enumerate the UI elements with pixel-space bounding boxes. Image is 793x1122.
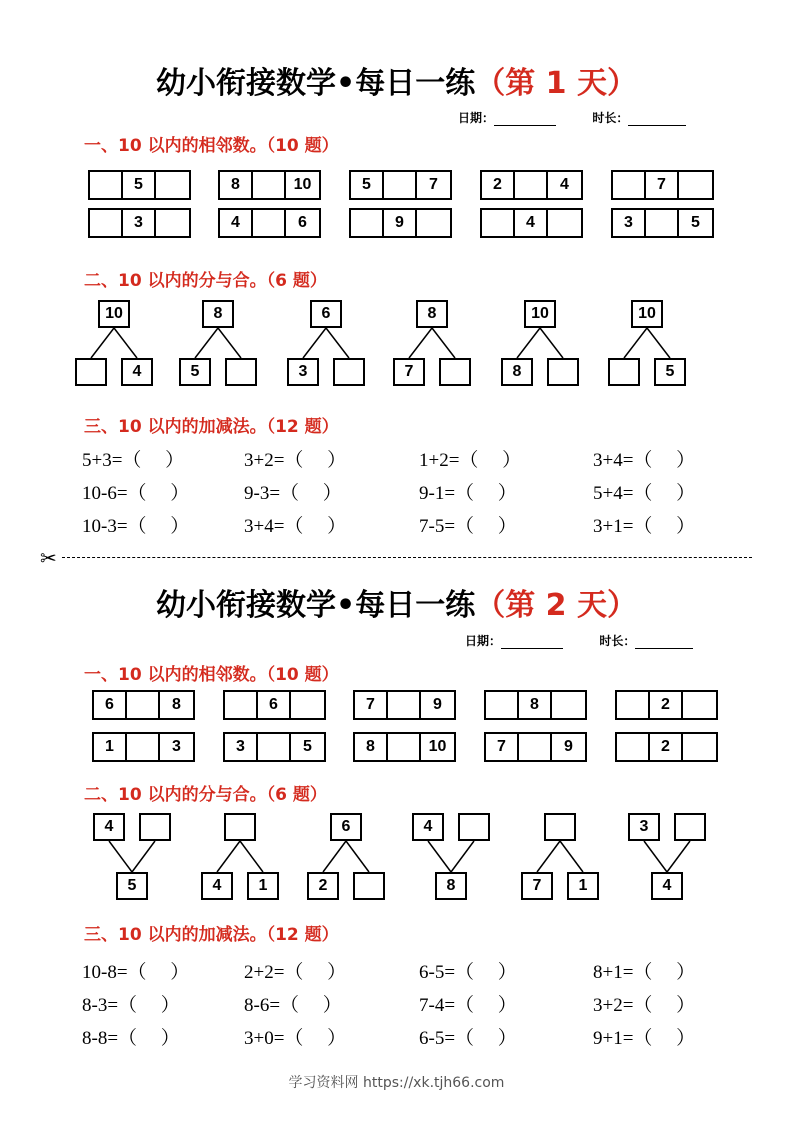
neighbor-number-triple [92,732,195,762]
number-cell[interactable] [388,692,421,718]
day2-section1-heading: 一、10 以内的相邻数。（10 题） [84,665,339,685]
equation[interactable]: 3+0=（ ） [244,1028,347,1049]
number-box[interactable]: 3 [287,358,319,386]
number-cell[interactable]: 2 [650,734,683,760]
connector-line [409,328,432,358]
number-cell[interactable] [679,172,712,198]
number-box[interactable] [544,813,576,841]
duration-label: 时长： [592,111,629,125]
duration-label: 时长： [599,634,636,648]
equation[interactable]: 10-3=（ ） [82,516,190,537]
neighbor-number-triple [353,690,456,720]
number-cell[interactable] [351,210,384,236]
number-cell[interactable]: 4 [560,176,569,193]
number-cell[interactable]: 7 [486,734,519,760]
number-cell[interactable] [417,210,450,236]
number-cell[interactable] [156,172,189,198]
neighbor-number-triple [218,208,321,238]
equation[interactable]: 8-3=（ ） [82,995,180,1016]
connector-line [346,841,369,872]
number-cell[interactable] [515,172,548,198]
day1-section2-heading: 二、10 以内的分与合。（6 题） [84,271,327,291]
number-box[interactable]: 10 [524,300,556,328]
neighbor-number-triple [480,208,583,238]
equation[interactable]: 7-5=（ ） [419,516,517,537]
connector-line [537,841,560,872]
number-box[interactable] [458,813,490,841]
connector-line [218,328,241,358]
number-cell[interactable]: 2 [482,172,515,198]
number-cell[interactable] [617,734,650,760]
equation[interactable]: 9-3=（ ） [244,483,342,504]
number-cell[interactable] [388,734,421,760]
number-cell[interactable] [90,172,123,198]
day2-title-main: 幼小衔接数学•每日一练 [156,588,476,623]
neighbor-number-triple [349,170,452,200]
equation[interactable]: 8+1=（ ） [593,962,696,983]
connector-line [109,841,132,872]
neighbor-number-triple [92,690,195,720]
neighbor-number-triple [218,170,321,200]
date-label: 日期： [465,634,502,648]
number-box[interactable]: 8 [501,358,533,386]
number-cell[interactable]: 5 [691,214,700,231]
day1-title-main: 幼小衔接数学•每日一练 [156,66,476,101]
connector-line [303,328,326,358]
connector-line [195,328,218,358]
number-cell[interactable]: 8 [172,696,181,713]
number-cell[interactable] [253,210,286,236]
equation[interactable]: 8-8=（ ） [82,1028,180,1049]
number-cell[interactable] [291,692,324,718]
number-cell[interactable]: 5 [351,172,384,198]
connector-line [647,328,670,358]
number-box[interactable]: 5 [116,872,148,900]
equation[interactable]: 5+4=（ ） [593,483,696,504]
neighbor-number-triple [615,690,718,720]
connector-line [428,841,451,872]
neighbor-number-triple [223,690,326,720]
date-line[interactable] [501,636,563,649]
number-box[interactable]: 5 [654,358,686,386]
equation[interactable]: 1+2=（ ） [419,450,522,471]
connector-line [326,328,349,358]
neighbor-number-triple [611,170,714,200]
number-cell[interactable] [225,692,258,718]
number-cell[interactable] [683,734,716,760]
equation[interactable]: 10-6=（ ） [82,483,190,504]
number-cell[interactable] [613,172,646,198]
neighbor-number-triple [480,170,583,200]
number-box[interactable]: 5 [179,358,211,386]
equation[interactable]: 3+1=（ ） [593,516,696,537]
number-cell[interactable]: 8 [519,692,552,718]
number-box[interactable]: 6 [310,300,342,328]
day2-section2-heading: 二、10 以内的分与合。（6 题） [84,785,327,805]
number-cell[interactable]: 5 [303,738,312,755]
number-box[interactable] [139,813,171,841]
number-cell[interactable]: 4 [220,210,253,236]
number-cell[interactable]: 3 [172,738,181,755]
number-cell[interactable] [646,210,679,236]
number-cell[interactable]: 3 [123,210,156,236]
day1-section1-heading: 一、10 以内的相邻数。（10 题） [84,136,339,156]
number-cell[interactable] [156,210,189,236]
number-cell[interactable]: 1 [94,734,127,760]
number-cell[interactable] [486,692,519,718]
number-cell[interactable] [548,210,581,236]
duration-line[interactable] [635,636,693,649]
number-cell[interactable]: 9 [384,210,417,236]
number-box[interactable]: 7 [521,872,553,900]
number-cell[interactable]: 9 [433,696,442,713]
number-box[interactable]: 8 [416,300,448,328]
number-cell[interactable] [90,210,123,236]
day1-meta [458,109,686,126]
connector-line [323,841,346,872]
date-label: 日期： [458,111,495,125]
equation[interactable]: 6-5=（ ） [419,962,517,983]
number-cell[interactable] [482,210,515,236]
equation[interactable]: 9-1=（ ） [419,483,517,504]
number-cell[interactable]: 6 [298,214,307,231]
neighbor-number-triple [349,208,452,238]
number-box[interactable]: 4 [201,872,233,900]
number-box[interactable]: 4 [121,358,153,386]
connector-line [560,841,583,872]
number-box[interactable]: 10 [631,300,663,328]
number-cell[interactable]: 7 [646,172,679,198]
equation[interactable]: 6-5=（ ） [419,1028,517,1049]
neighbor-number-triple [88,208,191,238]
number-box[interactable]: 10 [98,300,130,328]
number-cell[interactable] [384,172,417,198]
duration-line[interactable] [628,113,686,126]
cut-line [62,557,752,558]
day1-title [0,58,793,102]
number-cell[interactable]: 3 [613,210,646,236]
neighbor-number-triple [223,732,326,762]
neighbor-number-triple [615,732,718,762]
number-cell[interactable] [519,734,552,760]
equation[interactable]: 2+2=（ ） [244,962,347,983]
number-box[interactable] [225,358,257,386]
number-cell[interactable]: 10 [428,738,447,755]
number-cell[interactable] [253,172,286,198]
connector-line [540,328,563,358]
neighbor-number-triple [611,208,714,238]
connector-line [432,328,455,358]
scissors-icon: ✂ [40,546,57,570]
number-cell[interactable]: 5 [123,172,156,198]
neighbor-number-triple [88,170,191,200]
equation[interactable]: 7-4=（ ） [419,995,517,1016]
day2-title-day: （第 2 天） [475,588,637,623]
number-box[interactable] [333,358,365,386]
neighbor-number-triple [484,690,587,720]
number-cell[interactable]: 2 [650,692,683,718]
number-box[interactable]: 1 [567,872,599,900]
equation[interactable]: 3+4=（ ） [593,450,696,471]
day2-title [0,580,793,624]
number-cell[interactable]: 9 [564,738,573,755]
number-cell[interactable]: 7 [429,176,438,193]
number-cell[interactable] [683,692,716,718]
number-box[interactable]: 4 [93,813,125,841]
number-box[interactable]: 2 [307,872,339,900]
equation[interactable]: 8-6=（ ） [244,995,342,1016]
number-box[interactable] [75,358,107,386]
number-cell[interactable] [127,692,160,718]
number-cell[interactable]: 8 [220,172,253,198]
number-box[interactable]: 4 [412,813,444,841]
connector-line [217,841,240,872]
connector-line [644,841,667,872]
number-cell[interactable]: 7 [355,692,388,718]
number-box[interactable] [608,358,640,386]
number-box[interactable] [353,872,385,900]
connector-line [240,841,263,872]
number-box[interactable] [674,813,706,841]
number-cell[interactable]: 8 [355,734,388,760]
connector-line [667,841,690,872]
number-box[interactable]: 8 [435,872,467,900]
number-cell[interactable]: 10 [293,176,312,193]
equation[interactable]: 3+2=（ ） [593,995,696,1016]
number-cell[interactable]: 3 [225,734,258,760]
number-cell[interactable]: 6 [94,692,127,718]
day1-title-day: （第 1 天） [475,66,637,101]
number-box[interactable]: 4 [651,872,683,900]
number-box[interactable]: 1 [247,872,279,900]
number-cell[interactable] [127,734,160,760]
connector-line [132,841,155,872]
day2-meta [465,632,693,649]
day1-section3-heading: 三、10 以内的加减法。（12 题） [84,417,339,437]
number-cell[interactable] [617,692,650,718]
equation[interactable]: 3+4=（ ） [244,516,347,537]
connector-line [451,841,474,872]
connector-line [114,328,137,358]
connector-line [624,328,647,358]
day2-section3-heading: 三、10 以内的加减法。（12 题） [84,925,339,945]
equation[interactable]: 3+2=（ ） [244,450,347,471]
date-line[interactable] [494,113,556,126]
number-box[interactable] [224,813,256,841]
number-box[interactable] [547,358,579,386]
connector-line [517,328,540,358]
number-cell[interactable]: 6 [258,692,291,718]
number-box[interactable] [439,358,471,386]
equation[interactable]: 10-8=（ ） [82,962,190,983]
neighbor-number-triple [353,732,456,762]
number-box[interactable]: 3 [628,813,660,841]
number-box[interactable]: 6 [330,813,362,841]
number-box[interactable]: 7 [393,358,425,386]
connector-line [91,328,114,358]
number-cell[interactable] [258,734,291,760]
neighbor-number-triple [484,732,587,762]
number-box[interactable]: 8 [202,300,234,328]
number-cell[interactable] [552,692,585,718]
footer-watermark: 学习资料网 https://xk.tjh66.com [288,1075,505,1091]
equation[interactable]: 5+3=（ ） [82,450,185,471]
number-cell[interactable]: 4 [515,210,548,236]
equation[interactable]: 9+1=（ ） [593,1028,696,1049]
